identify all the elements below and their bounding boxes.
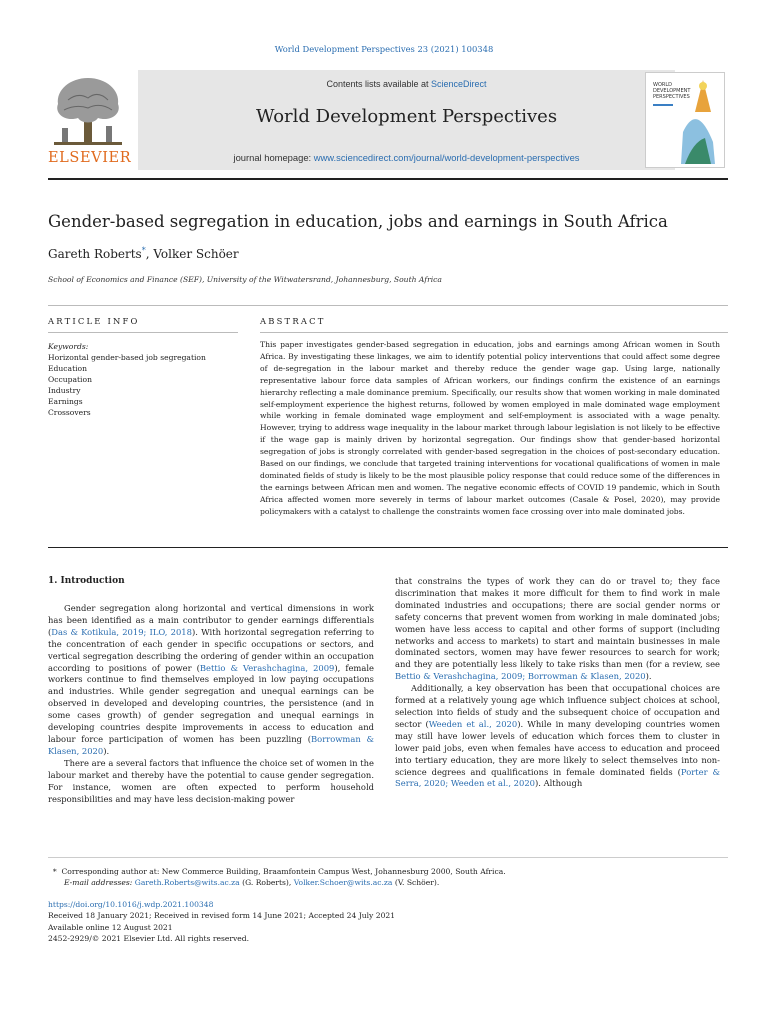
received-dates: Received 18 January 2021; Received in revised form 14 June 2021; Accepted 24 July 2021 [48,911,396,921]
keyword-item: Occupation [48,375,92,384]
author-list [48,246,239,261]
header-rule [48,178,728,180]
doi-link[interactable]: https://doi.org/10.1016/j.wdp.2021.100348 [48,900,214,909]
keyword-item: Industry [48,386,81,395]
abstract-heading: ABSTRACT [260,316,326,326]
citation-link[interactable]: Borrowman & Klasen, 2020 [48,733,374,756]
keyword-item: Earnings [48,397,83,406]
body-paragraph: Additionally, a key observation has been that occupational choices are formed at a relatively young age which influence subject choices at school, selection into fields of study and the subsequent choice of occupation and sector (Weeden et al., 2020). While in many developing countries women may still have lower levels of education which forces them to cluster in lower paid jobs, even when females have access to education and proceed into tertiary education, they are more likely to select themselves into non-science degrees and qualifications in female dominated fields (Porter & Serra, 2020; Weeden et al., 2020). Although [395,683,720,789]
keyword-item: Education [48,364,88,373]
abstract-text: This paper investigates gender-based segregation in education, jobs and earnings among African women in South Africa. By investigating these linkages, we aim to identify potential policy interventions that could affect some degree of de-segregation in the labour market and thereby reduce the gender wage gap. Using large, nationally representative labour force data samples of African workers, our findings confirm the existence of an earnings hierarchy reflecting a male dominance premium. Specifically, our results show that women working in male dominated self-employment experience the highest returns, followed by women employed in male dominated wage employment while working in female dominated wage employment and self-employment is associated with a wage penalty. However, trying to address wage inequality in the labour market through labour legislation is not likely to be effective if the wage gap is mainly driven by horizontal segregation. Our findings show that gender-based horizontal segregation of jobs is strongly correlated with gender-based segregation in the choices of post-secondary education. Based on our findings, we conclude that targeted training interventions for vocational qualifications of women in male dominated fields of study is likely to be the most plausible policy response that could reduce some of the differences in the earnings between African men and women. The negative economic effects of COVID 19 pandemic, which in South Africa affected women more severely in terms of labour market outcomes (Casale & Posel, 2020), may provide policymakers with a catalyst to challenge the constraints women face crossing over into male dominated jobs. [260,340,720,516]
citation-link[interactable]: Porter & Serra, 2020; Weeden et al., 2020 [395,766,720,789]
available-online: Available online 12 August 2021 [48,922,173,932]
contents-prefix: Contents lists available at [326,79,432,89]
email-note: E-mail addresses: Gareth.Roberts@wits.ac.za (G. Roberts), Volker.Schoer@wits.ac.za (V. Schöer). [64,878,440,888]
journal-header-band [138,70,675,170]
cover-title-line3: PERSPECTIVES [653,94,690,100]
keyword-item: Crossovers [48,408,91,417]
footnote-text: Corresponding author at: New Commerce Building, Braamfontein Campus West, Johannesburg 2000, South Africa. [61,867,506,876]
contents-line [138,79,675,89]
email-label: E-mail addresses: [64,878,133,888]
corresponding-author-note [48,866,728,877]
affiliation: School of Economics and Finance (SEF), University of the Witwatersrand, Johannesburg, South Africa [48,275,442,284]
masthead [48,70,728,170]
body-paragraph: There are a several factors that influence the choice set of women in the labour market and thereby have the potential to cause gender segregation. For instance, women are often expected to perform household responsibilities and may have less decision-making power [48,757,374,804]
cover-title-line2: DEVELOPMENT [653,88,691,94]
journal-title: World Development Perspectives [255,106,558,127]
abstract-divider [48,547,728,548]
copyright: 2452-2929/© 2021 Elsevier Ltd. All rights reserved. [48,933,250,943]
footnote-mark: * [52,867,57,876]
body-paragraph: Gender segregation along horizontal and vertical dimensions in work has been identified as a main contributor to gender earnings differentials (Das & Kotikula, 2019; ILO, 2018). With horizontal segregation referring to the concentration of each gender in specific occupations or sectors, and vertical segregation describing the ordering of gender within an occupation according to positions of power (Bettio & Verashchagina, 2009), female workers continue to find themselves employed in low paying occupations and industries. While gender segregation and unequal earnings can be observed in developed and developing countries, the persistence (and in some cases growth) of gender segregation and unequal earnings in developing countries despite improvements in access to education and labour force participation of women has been puzzling (Borrowman & Klasen, 2020). [48,603,374,756]
journal-reference-link[interactable]: World Development Perspectives 23 (2021) 100348 [274,44,494,54]
homepage-line [138,152,675,163]
keywords-block [48,341,238,418]
publication-info [48,899,728,944]
email-link[interactable]: Volker.Schoer@wits.ac.za [293,878,393,888]
author-name[interactable]: Gareth Roberts [48,247,142,261]
cover-title-line1: WORLD [653,82,672,88]
keywords-label: Keywords: [48,342,89,351]
citation-link[interactable]: Bettio & Verashchagina, 2009; Borrowman & Klasen, 2020 [395,671,646,682]
author-name[interactable]: Volker Schöer [153,247,239,261]
body-column-right [395,576,720,790]
footnote-rule [48,857,728,858]
body-column-left [48,603,374,805]
elsevier-wordmark: ELSEVIER [48,150,132,166]
section-heading: 1. Introduction [48,576,125,586]
homepage-prefix: journal homepage: [233,152,314,163]
abstract-rule [260,332,728,333]
article-title: Gender-based segregation in education, jobs and earnings in South Africa [48,212,668,231]
article-info-rule [48,332,238,333]
footnotes [48,866,728,889]
journal-homepage-link[interactable]: www.sciencedirect.com/journal/world-development-perspectives [313,152,580,163]
citation-link[interactable]: Weeden et al., 2020 [428,718,518,729]
corresponding-author-mark[interactable]: * [141,246,146,255]
citation-link[interactable]: Das & Kotikula, 2019; ILO, 2018 [51,626,192,637]
info-divider [48,305,728,306]
tree-icon [48,70,128,150]
body-paragraph: that constrains the types of work they can do or travel to; they face discrimination that makes it more difficult for them to find work in male dominated industries and occupations; there are social gender norms or safety concerns that prevent women from working in male dominated jobs; women have less access to capital and other forms of support (including networks and access to markets) to start and maintain businesses in male dominated sectors, women may have fewer resources to search for work; and they are potentially less likely to take risks than men (for a review, see Bettio & Verashchagina, 2009; Borrowman & Klasen, 2020). [395,576,720,682]
elsevier-logo[interactable] [48,70,132,168]
article-info-heading: ARTICLE INFO [48,316,140,326]
author-separator: , [145,247,154,261]
citation-link[interactable]: Bettio & Verashchagina, 2009 [199,662,335,673]
sciencedirect-link[interactable]: ScienceDirect [431,79,487,89]
keyword-item: Horizontal gender-based job segregation [48,353,206,362]
email-link[interactable]: Gareth.Roberts@wits.ac.za [134,878,240,888]
journal-cover-thumbnail[interactable] [645,72,725,168]
